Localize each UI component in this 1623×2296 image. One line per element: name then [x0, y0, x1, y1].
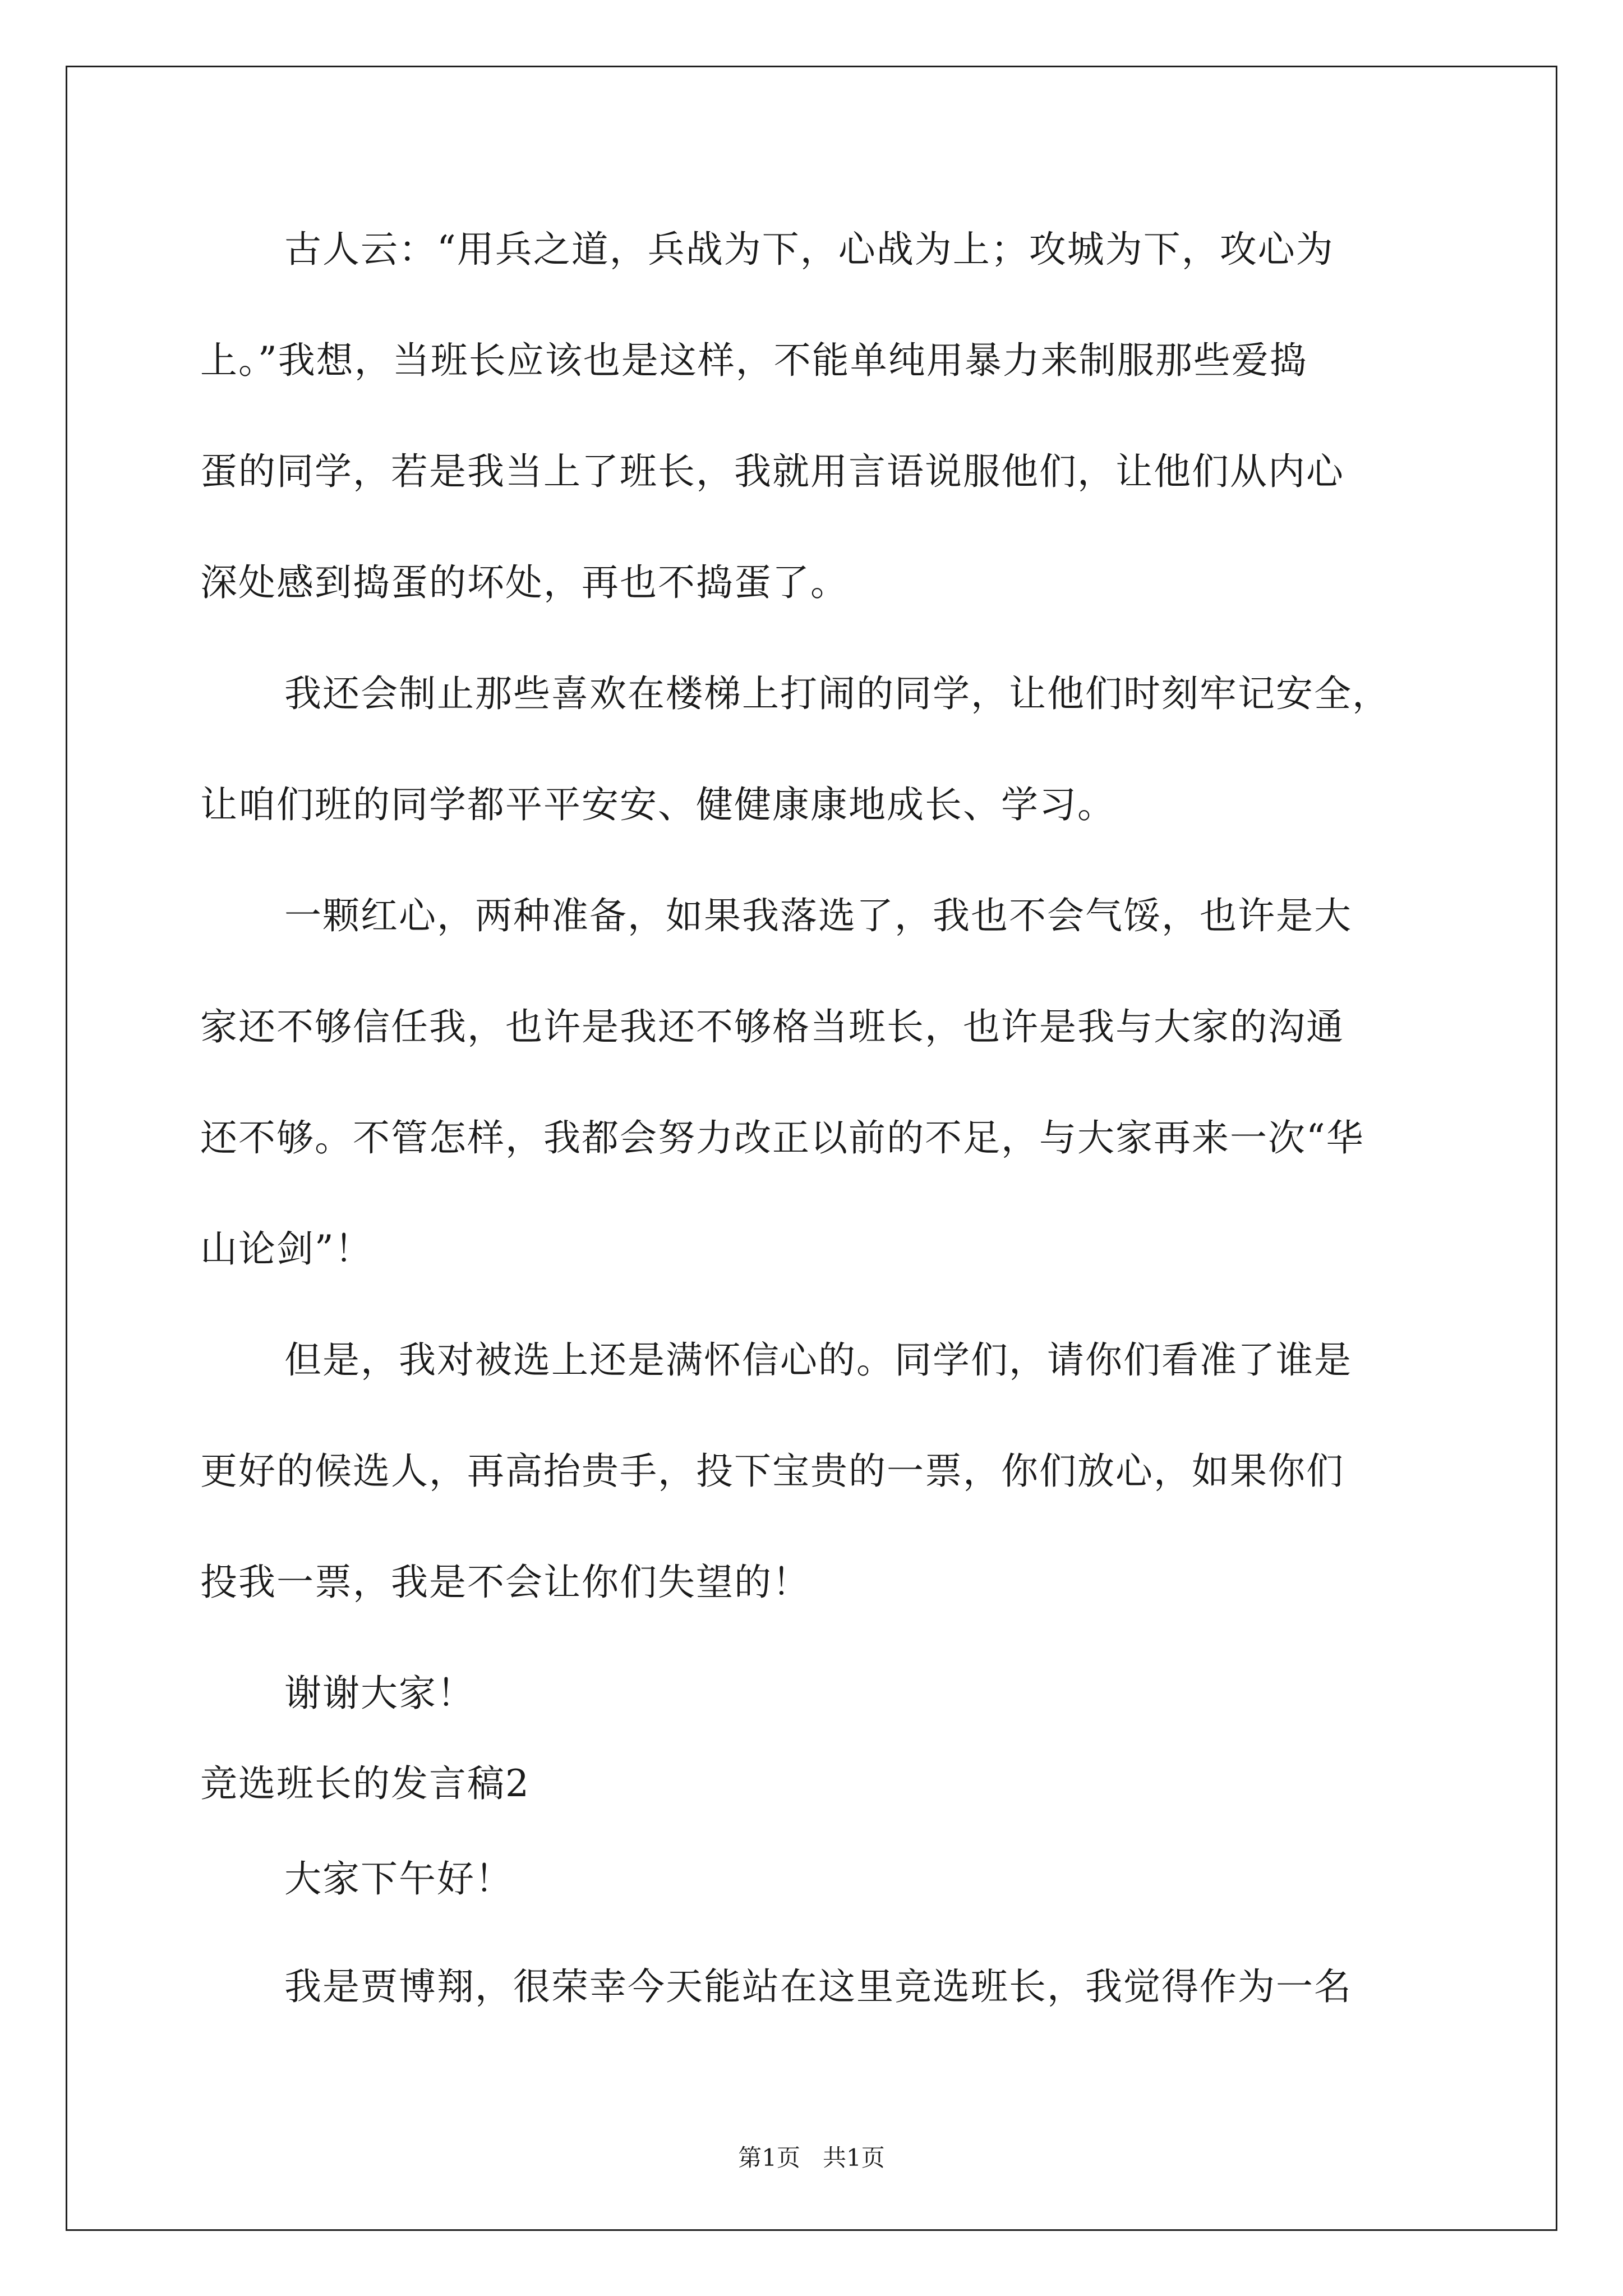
paragraph-line: 一颗红心，两种准备，如果我落选了，我也不会气馁，也许是大: [284, 894, 1352, 937]
paragraph-line: 投我一票，我是不会让你们失望的！: [200, 1561, 810, 1604]
paragraph-line: 蛋的同学，若是我当上了班长，我就用言语说服他们，让他们从内心: [200, 450, 1344, 493]
paragraph-line: 山论剑”！: [200, 1227, 373, 1271]
page-footer: 第1页 共1页: [738, 2144, 885, 2171]
paragraph-line: 深处感到捣蛋的坏处，再也不捣蛋了。: [200, 561, 849, 604]
paragraph-line: 让咱们班的同学都平平安安、健健康康地成长、学习。: [200, 783, 1115, 826]
paragraph-line: 家还不够信任我，也许是我还不够格当班长，也许是我与大家的沟通: [200, 1005, 1344, 1048]
paragraph-line: 古人云：“用兵之道，兵战为下，心战为上；攻城为下，攻心为: [284, 228, 1334, 271]
paragraph-line: 但是，我对被选上还是满怀信心的。同学们，请你们看准了谁是: [284, 1338, 1352, 1382]
paragraph-line: 我是贾博翔，很荣幸今天能站在这里竞选班长，我觉得作为一名: [284, 1965, 1352, 2008]
paragraph-line: 谢谢大家！: [284, 1672, 475, 1715]
paragraph-line: 还不够。不管怎样，我都会努力改正以前的不足，与大家再来一次“华: [200, 1116, 1364, 1159]
paragraph-line: 上。”我想，当班长应该也是这样，不能单纯用暴力来制服那些爱捣: [200, 339, 1308, 382]
paragraph-line: 我还会制止那些喜欢在楼梯上打闹的同学，让他们时刻牢记安全，: [284, 672, 1390, 715]
paragraph-line: 更好的候选人，再高抬贵手，投下宝贵的一票，你们放心，如果你们: [200, 1450, 1344, 1493]
section-heading: 竞选班长的发言稿2: [200, 1762, 530, 1805]
paragraph-line: 大家下午好！: [284, 1857, 513, 1901]
